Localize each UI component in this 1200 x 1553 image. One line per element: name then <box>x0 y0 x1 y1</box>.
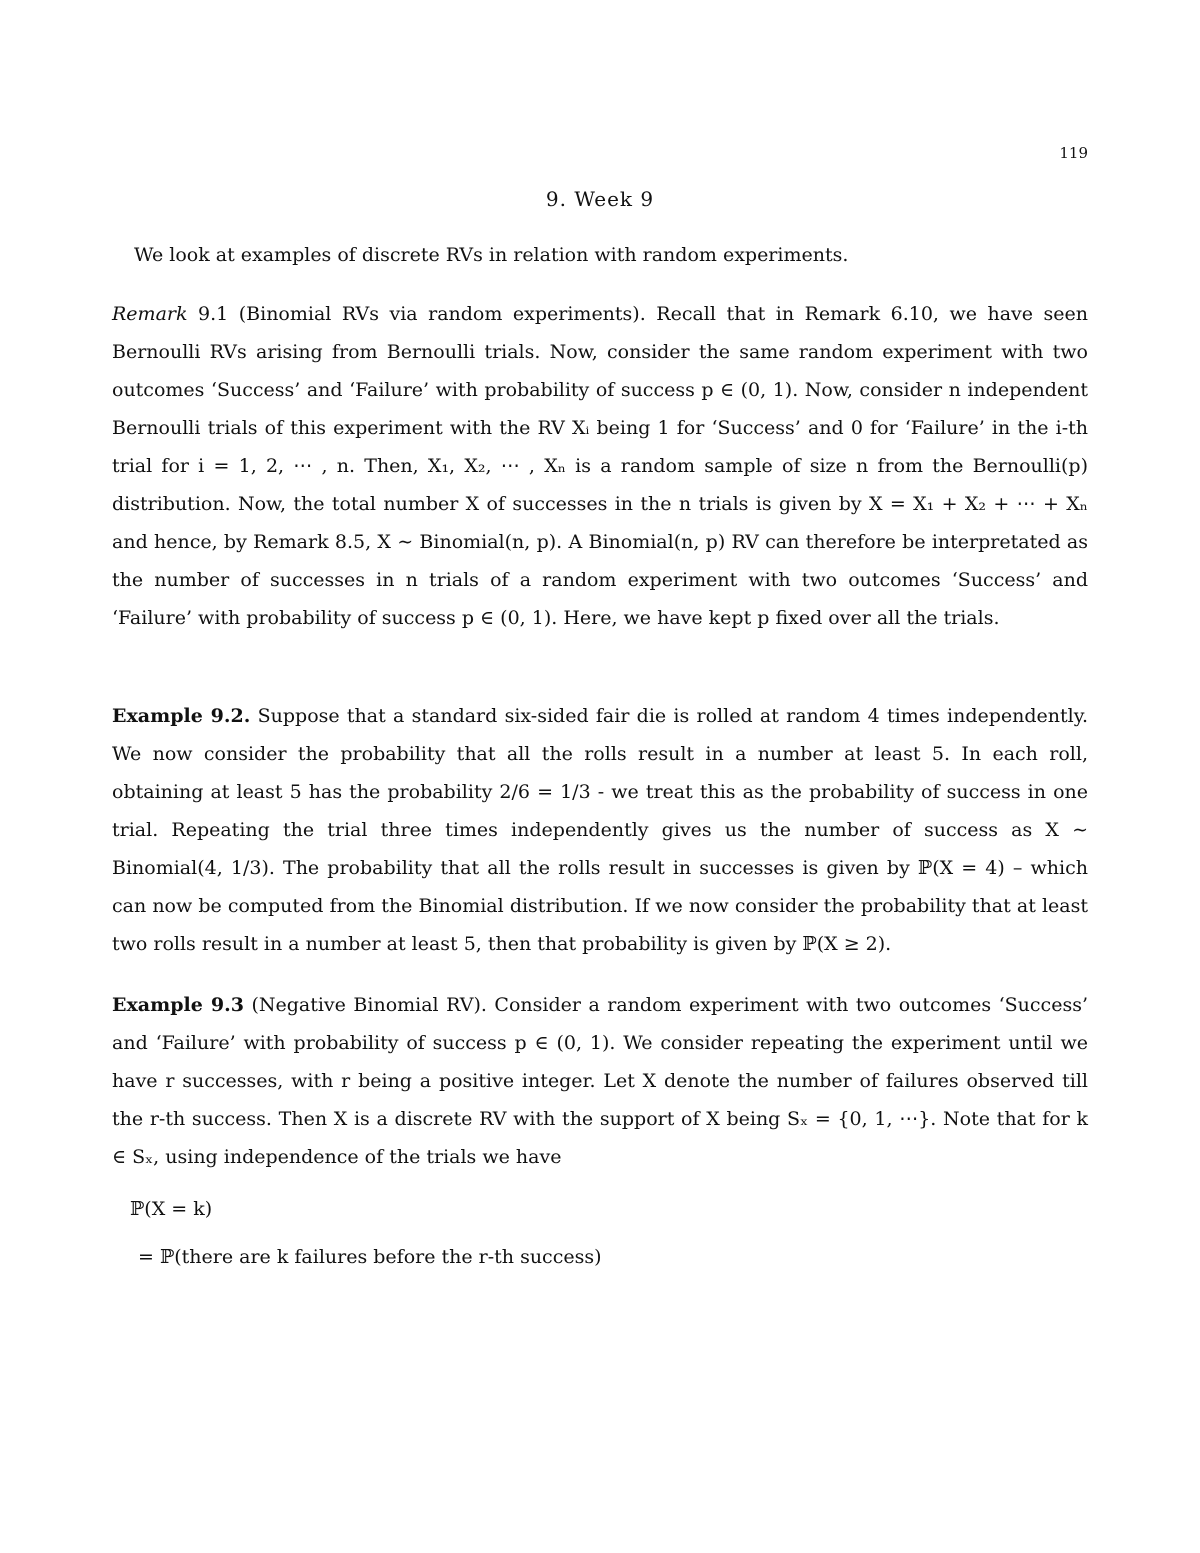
example-9-3-label: Example 9.3 <box>112 994 244 1016</box>
display-equation-line-1: ℙ(X = k) <box>130 1198 213 1220</box>
remark-label: Remark <box>112 303 188 325</box>
page-number: 119 <box>1059 144 1088 162</box>
example-9-2 <box>112 697 1088 963</box>
display-equation-line-2: = ℙ(there are k failures before the r-th success) <box>138 1246 602 1268</box>
example-9-3 <box>112 986 1088 1176</box>
example-9-2-label: Example 9.2. <box>112 705 251 727</box>
section-title: 9. Week 9 <box>545 187 655 211</box>
remark-body: 9.1 (Binomial RVs via random experiments). Recall that in Remark 6.10, we have seen Bernoulli RVs arising from Bernoulli trials. Now, consider the same random experiment with two outcomes ‘Success’ and ‘Failure’ with probability of success p ∈ (0, 1). Now, consider n independent Bernoulli trials of this experiment with the RV Xᵢ being 1 for ‘Success’ and 0 for ‘Failure’ in the i-th trial for i = 1, 2, ⋯ , n. Then, X₁, X₂, ⋯ , Xₙ is a random sample of size n from the Bernoulli(p) distribution. Now, the total number X of successes in the n trials is given by X = X₁ + X₂ + ⋯ + Xₙ and hence, by Remark 8.5, X ∼ Binomial(n, p). A Binomial(n, p) RV can therefore be interpretated as the number of successes in n trials of a random experiment with two outcomes ‘Success’ and ‘Failure’ with probability of success p ∈ (0, 1). Here, we have kept p fixed over all the trials. <box>112 303 1088 629</box>
example-9-2-body: Suppose that a standard six-sided fair die is rolled at random 4 times independently. We now consider the probability that all the rolls result in a number at least 5. In each roll, obtaining at least 5 has the probability 2/6 = 1/3 - we treat this as the probability of success in one trial. Repeating the trial three times independently gives us the number of success as X ∼ Binomial(4, 1/3). The probability that all the rolls result in successes is given by ℙ(X = 4) – which can now be computed from the Binomial distribution. If we now consider the probability that at least two rolls result in a number at least 5, then that probability is given by ℙ(X ≥ 2). <box>112 705 1088 955</box>
remark-9-1 <box>112 295 1088 637</box>
intro-paragraph: We look at examples of discrete RVs in relation with random experiments. <box>134 244 849 266</box>
example-9-3-body: (Negative Binomial RV). Consider a random experiment with two outcomes ‘Success’ and ‘Failure’ with probability of success p ∈ (0, 1). We consider repeating the experiment until we have r successes, with r being a positive integer. Let X denote the number of failures observed till the r-th success. Then X is a discrete RV with the support of X being Sₓ = {0, 1, ⋯}. Note that for k ∈ Sₓ, using independence of the trials we have <box>112 994 1088 1168</box>
